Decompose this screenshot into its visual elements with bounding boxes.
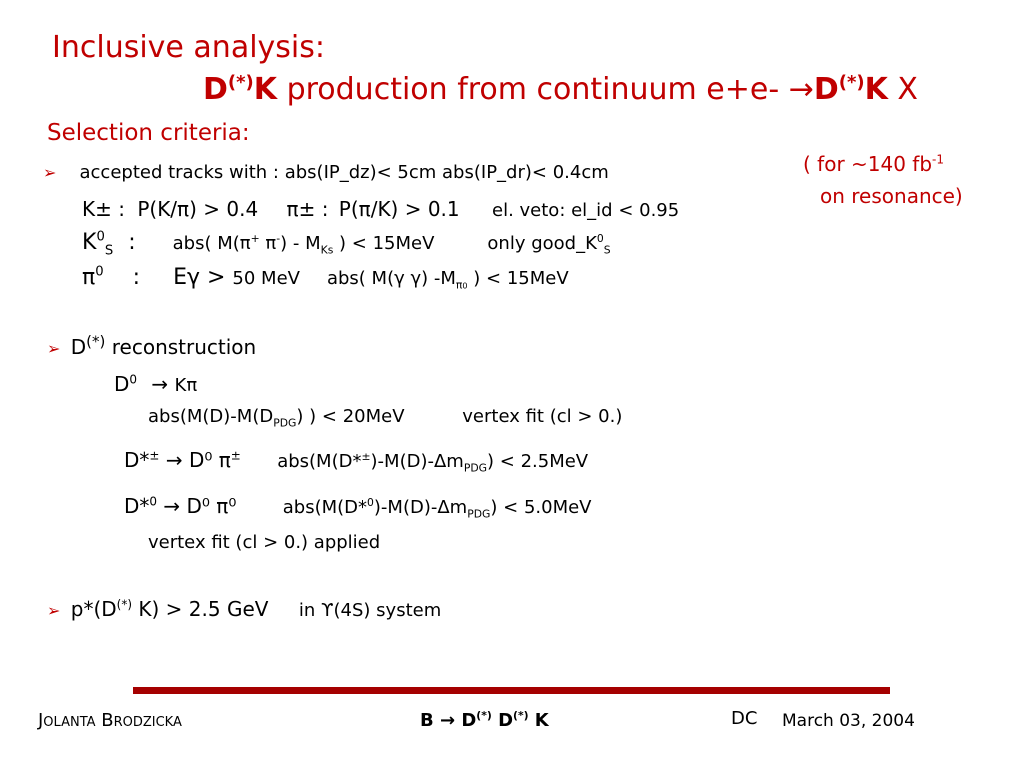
ks-row xyxy=(82,229,611,259)
d0-vertex: vertex fit (cl > 0.) xyxy=(462,406,623,427)
drec-d-sup: (*) xyxy=(86,332,106,351)
kpm-label: K± : xyxy=(82,197,125,221)
dstar0-row xyxy=(124,494,592,521)
el-veto: el. veto: el_id < 0.95 xyxy=(492,200,680,221)
note-line2: on resonance) xyxy=(820,184,963,208)
bullet-arrow-icon: ➢ xyxy=(47,601,61,620)
dstar0-vertex: vertex fit (cl > 0.) applied xyxy=(148,532,381,553)
title-d-sup: (*) xyxy=(227,72,254,93)
title-d2-sup: (*) xyxy=(838,72,865,93)
pstar-cut: p*(D(*) K) > 2.5 GeV xyxy=(70,597,269,621)
pi0-mass-cut: abs( M(γ γ) $-M_{\pi 0}$ ) < 15MeV xyxy=(326,268,569,292)
dstarpm-decay: D⁰ π± xyxy=(188,448,241,472)
d0-arrow-icon: → xyxy=(151,372,169,396)
dstarpm-cut: $abs(M(D*^\pm)-M(D)-\Delta m_{PDG}) < 2.5MeV$ xyxy=(277,450,589,475)
title-k2: K xyxy=(864,72,888,107)
title-mid: production from continuum e+e- xyxy=(277,72,789,107)
title-line2 xyxy=(203,72,918,107)
pipm-label: π± : xyxy=(286,197,329,221)
title-x: X xyxy=(887,72,918,107)
tracks-row xyxy=(43,162,609,183)
kpm-row xyxy=(82,197,679,221)
title-k: K xyxy=(253,72,278,107)
d0-mass-cut: $abs(M(D)-M(D_{PDG})$ ) < 20MeV xyxy=(148,406,405,430)
title-arrow: → xyxy=(788,72,814,107)
d0-row xyxy=(114,372,197,396)
pipm-cut: P(π/K) > 0.1 xyxy=(338,197,460,221)
title-d: D xyxy=(203,72,228,107)
tracks-text: accepted tracks with : abs(IP_dz)< 5cm abs(IP_dr)< 0.4cm xyxy=(79,162,609,183)
ks-only: only $good\_K^0_S$ xyxy=(487,232,611,257)
bullet-arrow-icon: ➢ xyxy=(47,339,61,358)
footer-date: March 03, 2004 xyxy=(782,711,915,731)
ks-colon: : xyxy=(128,230,136,255)
note-text: ( for ~140 fb xyxy=(803,152,933,176)
dstar0-decay: D⁰ π⁰ xyxy=(186,494,237,518)
drec-text: reconstruction xyxy=(105,335,257,359)
pstar-system: in ϒ(4S) system xyxy=(298,600,442,621)
dstar0-arrow-icon: → xyxy=(163,494,181,518)
drec-d: D xyxy=(70,335,87,359)
kpm-cut: P(K/π) > 0.4 xyxy=(137,197,259,221)
pi0-e-cut: 50 MeV xyxy=(232,268,300,289)
pi0-label: $\pi^0$ xyxy=(82,264,104,290)
pstar-row xyxy=(47,597,441,621)
ks-label: $K^0_S$ xyxy=(82,229,114,259)
pi0-row xyxy=(82,265,569,290)
pi0-e-label: Eγ > xyxy=(173,265,226,290)
title-line1: Inclusive analysis: xyxy=(52,30,325,65)
pi0-colon: : xyxy=(132,265,141,290)
dstar0-cut: $abs(M(D*^0)-M(D)-\Delta m_{PDG}) < 5.0MeV$ xyxy=(282,496,592,521)
dstar0-label: D*$^0$ xyxy=(124,494,158,518)
bullet-arrow-icon: ➢ xyxy=(43,163,57,182)
footer-dc: DC xyxy=(731,708,758,729)
dstarpm-label: D*± xyxy=(124,448,160,472)
selection-heading: Selection criteria: xyxy=(47,120,250,146)
ks-cut: abs( M(π+ $\pi^-) - M_{Ks}$ ) < 15MeV xyxy=(172,232,435,257)
footer-divider xyxy=(133,687,890,694)
drec-row xyxy=(47,332,257,359)
dstarpm-arrow-icon: → xyxy=(165,448,183,472)
d0-kpi: Kπ xyxy=(174,375,198,396)
footer-topic: B → D(*) D(*) K xyxy=(420,709,549,731)
dstarpm-row xyxy=(124,448,589,475)
d0-cut-row xyxy=(148,406,623,430)
d0-label: $D^0$ xyxy=(114,372,138,396)
footer-author: Jolanta Brodzicka xyxy=(38,710,182,731)
title-d2: D xyxy=(813,72,839,107)
note-line1 xyxy=(803,152,944,176)
note-sup: -1 xyxy=(932,152,945,167)
